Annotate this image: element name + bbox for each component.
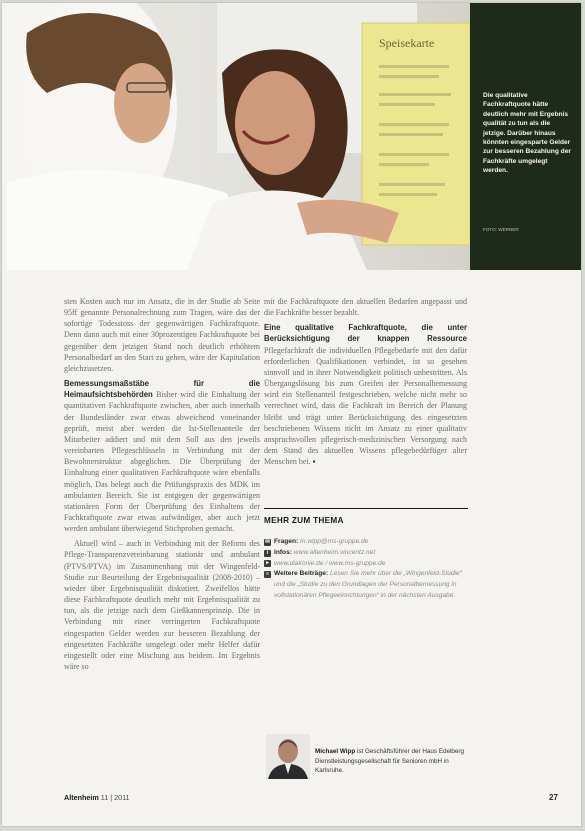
left-column [64,296,260,676]
right-subheading: Eine qualitative Fachkraftquote, die unter Berücksichtigung der knappen Ressource [264,323,467,344]
more-title: MEHR ZUM THEMA [264,516,344,525]
author-name: Michael Wipp [315,748,356,755]
more-divider [264,508,468,509]
left-paragraph-3: Aktuell wird – auch in Verbindung mit der Reform des Pflege-Transparenzvereinbarung stationär und ambulant (PTVS/PTVA) im Zusammenhang mit der Wingenfeld-Studie zur Beurteilung der Ergebnisqualität (2008-2010) – wieder über Ergebnisqualität diskutiert. Zweifellos hätte diese Fachkraftquote deutlich mehr mit Ergebnisqualität zu tun, als die jetzige nach dem Gießkannenprinzip. Die in Verbindung mit einer verringerten Fachkraftquote eingesparten Gelder werden zur besseren Bezahlung der eingesetzten Fachkräfte umgelegt oder mehr Helfer dafür eingestellt oder eine Mischung aus beidem. Im Ergebnis wäre so [64,539,260,671]
web-icon: ▸ [264,560,271,567]
end-mark-icon: ▪ [312,457,316,467]
more-item[interactable]: i Infos: www.altenheim.vincentz.net [264,548,469,559]
left-subheading: Bemessungsmaßstäbe für die Heimaufsichtsbehörden [64,379,260,400]
left-paragraph-1: sten Kosten auch nur im Ansatz, die in der Studie ab Seite 95ff genannte Personalrechnung zum Tragen, wäre das der sofortige Todesstoss der gegenwärtigen Fachkraftquote. Denn dann auch mit einer 30prozentigen Fachkraftquote bei gegenüber dem jetzigen Stand noch deutlich erhöhtem Personalbedarf an den Start zu gehen, wäre der Kapitulation gleichzusetzen. [64,297,260,373]
more-item[interactable]: ≡ Weitere Beiträge: Lesen Sie mehr über die „Wingenfeld-Studie“ und die „Studie zu den Grundlagen der Personalbemessung in vollstationären Pflegeeinrichtungen“ in der nächsten Ausgabe. [265,570,462,599]
more-item[interactable]: ✉ Fragen: m.wipp@ms-gruppe.de [265,538,369,545]
two-women-photo [7,3,470,270]
article-photo [7,3,470,270]
more-item[interactable]: ▸ www.diakonie.de / www.ms-gruppe.de [264,559,469,570]
page-number: 27 [549,793,558,802]
left-paragraph-2: Bemessungsmaßstäbe für die Heimaufsichtsbehörden Bisher wird die Einhaltung der quantitativen Fachkraftquote zwischen, aber auch innerhalb der Bundesländer zwar etwas abweichend voneinander geprüft, meist aber werden die Ist-Stellenanteile der Mitarbeiter addiert und mit dem Soll aus den jeweils vereinbarten Pflegeschlüsseln in Verbindung mit der Bewohnerstruktur abgeglichen. Die Überprüfung der Einhaltung einer qualitativen Fachkraftquote wäre ebenfalls möglich. Das belegt auch die Prüfungspraxis des MDK im ambulanten Bereich. Sie ist entgegen der gegenwärtigen stationären Form der Überprüfung des Einhaltens der Fachkraftquote zwar etwas aufwändiger, aber auch jetzt werden ambulant überwiegend Stichproben gemacht. [64,379,260,534]
magazine-page [2,3,581,826]
author-photo [266,734,310,779]
right-paragraph-1: mit die Fachkraftquote den aktuellen Bedarfen angepasst und die Fachkräfte besser bezahlt. [264,297,467,318]
mail-icon: ✉ [265,538,270,545]
info-icon: i [264,550,271,557]
more-list [264,537,469,602]
footer-issue: 11 | 2011 [100,793,130,802]
right-column [264,296,467,471]
photo-credit: FOTO: WERNER [483,227,519,232]
articles-icon: ≡ [265,571,270,578]
photo-caption: Die qualitative Fachkraftquote hätte deutlich mehr mit Ergebnis qualität zu tun als die jetzige. Darüber hinaus könnten eingesparte Gelder zur besseren Bezahlung der Fachkräfte umgelegt werden. [483,92,571,175]
footer-magazine: Altenheim 11 | 2011 [64,793,130,802]
poster-sign-text: Speisekarte [379,36,435,50]
right-paragraph-2: Eine qualitative Fachkraftquote, die unter Berücksichtigung der knappen Ressource Pflegefachkraft die individuellen Pflegebedarfe mit den dafür erforderlichen Qualifikationen verbindet, ist so gesehen sinnvoll und in ihrer Notwendigkeit politisch unbestritten. Als Übergangslösung bis zum Greifen der Personalbemessung wird ein Stellenanteil festgeschrieben, welche nicht mehr so verrechnet wird, dass die Fachkraft im Bereich der Planung bleibt und trägt unter Berücksichtigung des eingesetzten beschriebenen Wissens nicht im Ansatz zu einer qualitativ anspruchsvollen pflegerisch-medizinischen Versorgung nach dem Stand des aktuellen Wissens pflegebedürftiger alter Menschen bei. ▪ [264,323,467,467]
author-bio: Michael Wipp ist Geschäftsführer der Haus Edelberg Dienstleistungsgesellschaft für Senioren mbH in Karlsruhe. [315,748,465,775]
